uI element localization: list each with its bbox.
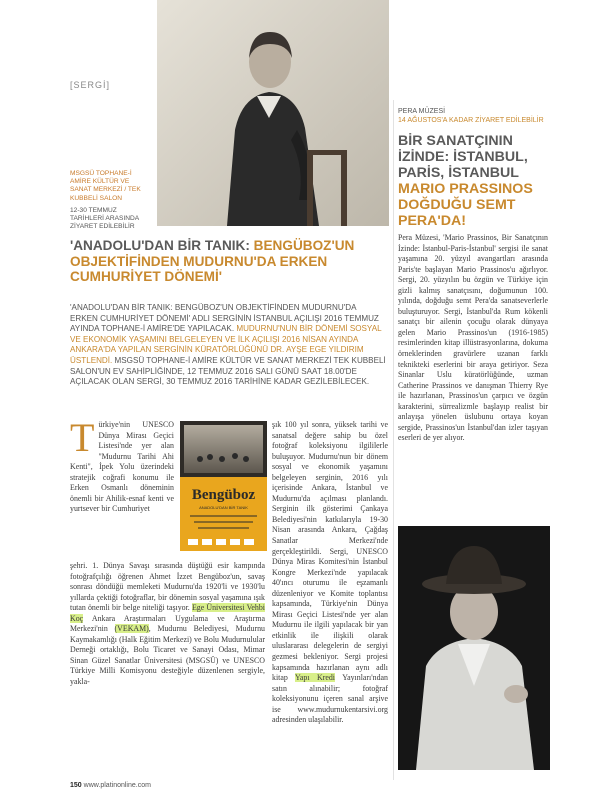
highlight-ege-universitesi: Ege Üniversitesi Vehbi Koç — [70, 603, 265, 623]
headline-part2: BENGÜBOZ'UN OBJEKTİFİNDEN MUDURNU'DA ERKEN CUMHURİYET DÖNEMİ' — [70, 238, 355, 284]
woman-portrait-illustration — [157, 0, 389, 226]
body-col1-wide-a: şehri. 1. Dünya Savaşı sırasında düştüğü esir kampında fotoğrafçılığı öğrenen Ahmet İzzet Bengüboz'un, savaş sonrası döndüğü memleketi Mudurnu'da 1920'li ve 1930'lu yıllarda çektiği fotoğraflar, bir dönemin sosyal yaşamına ışık tutan önemli bir belge niteliği taşıyor. — [70, 561, 265, 613]
hero-photo — [157, 0, 389, 226]
right-venue: PERA MÜZESİ — [398, 108, 446, 115]
lead-part2: MUDURNU'NUN BİR DÖNEMİ SOSYAL VE EKONOMİK YAŞAMINI BELGELEYEN VE İLK AÇILIŞI 2016 NİSAN AYINDA ANKARA'DA YAPILAN SERGİNİN KÜRATÖRLÜĞÜNÜ DR. AYŞE EGE YILDIRIM ÜSTLENDİ. — [70, 324, 382, 365]
article-headline — [70, 238, 386, 285]
section-tag: [SERGİ] — [70, 80, 111, 90]
right-title-part1: BİR SANATÇININ İZİNDE: İSTANBUL, PARİS, İSTANBUL — [398, 133, 528, 181]
body-col2-a: şık 100 yıl sonra, yüksek tarihi ve sanatsal değere sahip bu özel fotoğraf koleksiyonu ilgililerle buluşuyor. Mudurnu'nun bir dönem sosyal ve ekonomik yaşamını belgeleyen serginin, 2016 yılı içerisinde Ankara, İstanbul ve Mudurnu'da açılması planlandı. Serginin ilk gösterimi Çankaya Belediyesi'nin katkılarıyla 19-30 Nisan arasında Ankara, Çağdaş Sanatlar Merkezi'nde gerçekleştirildi. Sergi, UNESCO Dünya Miras Komitesi'nin İstanbul Kongre Merkezi'nde yapılacak 40'ıncı oturumu ile eşzamanlı düzenleniyor ve Komite toplantısı kapsamında, Türkiye'nin Dünya Mirası Geçici Listesi'nde yer alan Mudurnu ile ilgili yapılacak bir yan etkinlik ile ilişkili olarak uluslararası delegelerin de sergiyi gezmesi bekleniyor. Sergi projesi kapsamında hazırlanan aynı adlı kitap — [272, 420, 388, 683]
right-body: Pera Müzesi, 'Mario Prassinos, Bir Sanatçının İzinde: İstanbul-Paris-İstanbul' sergisi ile sanat yaşamına 20. yüzyıl avangartları arasında Paris'te başlayan Mario Prassinos'u ağırlıyor. Sergi, 20. yüzyılın bu özgün ve Türkiye için gizli kalmış sanatçısını, doğumunun 100. yılında, doğduğu semt Pera'da sanatseverlerle buluşturuyor. Sergi, İstanbul'da Rum kökenli sanatçı bir ailenin çocuğu olarak dünyaya gelen Mario Prassinos'un (1916-1985) resimlerinden kitap illüstrasyonlarına, dokuma örneklerinden gravürlere uzanan farklı teknikteki eserlerini bir araya getiriyor. Seza Sinanlar Uslu küratörlüğünde, uzman Catherine Prassinos ve danışman Thierry Rye ile hazırlanan, Prassinos'un çarpıcı ve özgün karakterini, sürrealizmle başlayıp realist bir anlayışa yönelen üslubunu ortaya koyan sergide, Prassinos'un İstanbul'dan izler taşıyan eserleri de yer alıyor. — [398, 233, 548, 443]
man-with-hat-illustration — [398, 526, 550, 770]
footer-site: www.platinonline.com — [81, 782, 151, 789]
body-column-2 — [272, 420, 388, 726]
body-col1-text: ürkiye'nin UNESCO Dünya Mirası Geçici Listesi'nde yer alan "Mudurnu Tarihi Ahi Kenti", İpek Yolu üzerindeki stratejik coğrafi konumu ile Erken Osmanlı döneminin önemli bir Ahilik-esnaf kenti ve yurtsever bir Cumhuriyet — [70, 420, 174, 514]
artist-portrait — [398, 526, 550, 770]
body-column-1-continued — [70, 561, 265, 688]
body-col1-wide-b: Ankara Araştırmaları Uygulama ve Araştırma Merkezi'nin — [70, 613, 265, 634]
left-caption-dates: 12-30 TEMMUZ TARİHLERİ ARASINDA ZİYARET EDİLEBİLİR — [70, 207, 139, 231]
lead-part1: 'ANADOLU'DAN BİR TANIK: BENGÜBOZ'UN OBJEKTİFİNDEN MUDURNU'DA ERKEN CUMHURİYET DÖNEMİ' ADLI SERGİNİN İSTANBUL AÇILIŞI 2016 TEMMUZ AYINDA TOPHANE-İ AMİRE'DE YAPILACAK. — [70, 303, 379, 334]
page-footer — [70, 782, 151, 789]
exhibition-poster — [180, 421, 267, 551]
right-dates: 14 AĞUSTOS'A KADAR ZİYARET EDİLEBİLİR — [398, 117, 544, 124]
headline-part1: 'ANADOLU'DAN BİR TANIK: — [70, 238, 254, 253]
body-col2-b: Yayınları'ndan satın alınabilir; fotoğraf koleksiyonunu içeren sanal arşive ise www.mudurnukentarsivi.org adresinden ulaşılabilir. — [272, 673, 388, 725]
highlight-yapi-kredi: Yapı Kredi — [294, 673, 335, 683]
body-column-1 — [70, 415, 174, 515]
dropcap: T — [70, 415, 95, 460]
lead-part3: MSGSÜ TOPHANE-İ AMİRE KÜLTÜR VE SANAT MERKEZİ TEK KUBBELİ SALON'UN EV SAHİPLİĞİNDE, 12 TEMMUZ 2016 SALI GÜNÜ SAAT 18.00'DE AÇILACAK OLAN SERGİ, 30 TEMMUZ 2016 TARİHİNE KADAR GEZİLEBİLECEK. — [70, 355, 386, 387]
right-title-part2: MARIO PRASSINOS DOĞDUĞU SEMT PERA'DA! — [398, 181, 533, 229]
right-headline — [398, 133, 548, 229]
body-col1-wide-c: , Mudurnu Belediyesi, Mudurnu Kaymakamlığı (Halk Eğitim Merkezi) ve Bolu Mudurnulular Derneği ortaklığı, Bolu Ticaret ve Sanayi Odası, Mimar Sinan Güzel Sanatlar Üniversitesi (MSGSÜ) ve UNESCO Türkiye Milli Komisyonu desteğiyle düzenlenen sergiyle, yakla- — [70, 624, 265, 687]
left-caption-venue: MSGSÜ TOPHANE-İ AMİRE KÜLTÜR VE SANAT MERKEZİ / TEK KUBBELİ SALON — [70, 170, 141, 202]
poster-illustration — [180, 421, 267, 551]
article-lead — [70, 303, 386, 388]
highlight-vekam: (VEKAM) — [114, 624, 149, 634]
poster-title: Bengüboz — [191, 487, 256, 503]
page-number: 150 — [70, 782, 82, 789]
column-divider — [393, 100, 394, 780]
poster-subtitle: ANADOLU'DAN BİR TANIK — [199, 505, 248, 510]
